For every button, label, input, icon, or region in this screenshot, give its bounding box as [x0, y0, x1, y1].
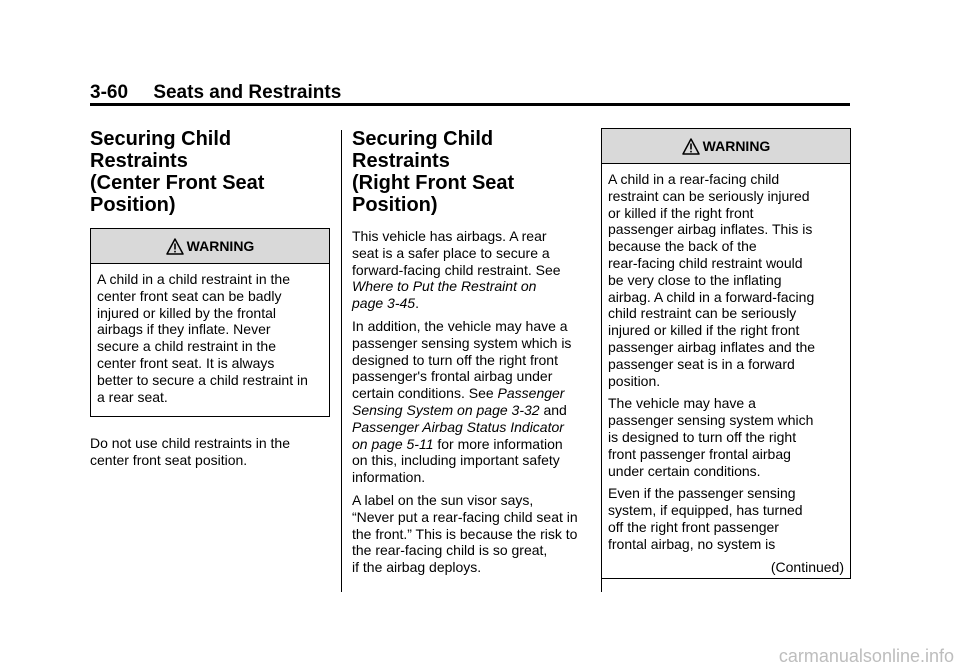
cross-reference-link[interactable]: Passenger Airbag Status Indicator — [352, 418, 564, 435]
warning-triangle-icon — [682, 138, 700, 155]
continued-label: (Continued) — [770, 558, 844, 575]
cross-reference-page[interactable]: on page 5-11 — [352, 435, 434, 452]
watermark: carmanualsonline.info — [778, 646, 954, 666]
warning-paragraph-1: A child in a rear-facing child restraint can be seriously injured or killed if the right front passenger airbag inflates. This is because the back of the rear-facing child restraint would be very close to the inflating airbag. A child in a forward-facing child restraint can be seriously injured or killed if the right front passenger airbag inflates and the passenger seat is in a forward position. — [608, 171, 816, 389]
left-body-text: Do not use child restraints in the center front seat position. — [90, 435, 290, 469]
cross-reference-link[interactable]: Passenger — [497, 385, 565, 402]
cross-reference-link[interactable]: Sensing System on page 3-32 — [352, 401, 540, 418]
left-heading: Securing Child Restraints (Center Front Seat Position) — [90, 128, 265, 216]
middle-column — [352, 128, 592, 582]
warning-paragraph-2: The vehicle may have a passenger sensing system which is designed to turn off the right front passenger frontal airbag under certain conditions. — [608, 395, 814, 479]
header-rule — [90, 103, 850, 106]
page-number: 3-60 — [90, 82, 129, 103]
column-divider-1 — [341, 130, 342, 592]
warning-header-right — [602, 129, 850, 164]
section-title: Seats and Restraints — [153, 82, 342, 103]
warning-box-right — [601, 128, 851, 579]
left-column — [90, 128, 330, 475]
warning-label-left: WARNING — [186, 238, 255, 254]
cross-reference-link[interactable]: Where to Put the Restraint on — [352, 278, 537, 295]
middle-heading: Securing Child Restraints (Right Front Seat Position) — [352, 128, 515, 216]
middle-paragraph-2: In addition, the vehicle may have a passenger sensing system which is designed to turn off the right front passenger's frontal airbag under certain conditions. See Passenger Sensing System on page 3-32 and Passenger Airbag Status Indicator on page 5-11 for more information on this, including important safety information. — [352, 317, 572, 486]
middle-paragraph-1: This vehicle has airbags. A rear seat is a safer place to secure a forward-facing child restraint. See Where to Put the Restraint on page 3-45. — [352, 228, 561, 312]
warning-text-left: A child in a child restraint in the center front seat can be badly injured or killed by the frontal airbags if they inflate. Never secure a child restraint in the center front seat. It is always better to secure a child restraint in a rear seat. — [97, 271, 308, 405]
warning-box-left — [90, 228, 330, 417]
right-column — [601, 128, 851, 579]
warning-paragraph-3: Even if the passenger sensing system, if equipped, has turned off the right front passenger frontal airbag, no system is — [608, 485, 803, 552]
cross-reference-page[interactable]: page 3-45 — [352, 295, 416, 312]
warning-label-right: WARNING — [702, 138, 771, 154]
middle-paragraph-3: A label on the sun visor says, “Never put a rear-facing child seat in the front.” This is because the risk to the rear-facing child is so great, if the airbag deploys. — [352, 491, 578, 576]
page-header — [90, 82, 850, 104]
warning-triangle-icon — [166, 238, 184, 255]
warning-header-left — [91, 229, 329, 264]
